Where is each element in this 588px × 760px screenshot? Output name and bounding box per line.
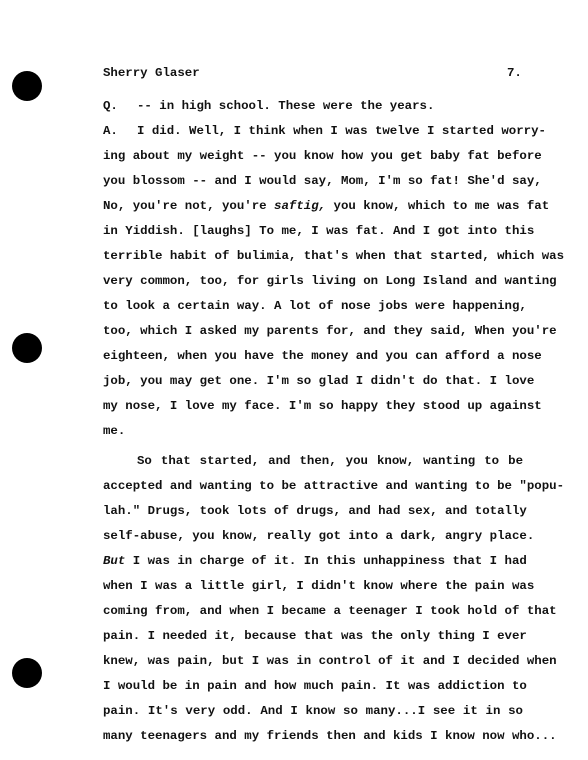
answer-line: [103, 199, 550, 223]
paragraph-line: pain. I needed it, because that was the only thing I ever: [103, 629, 527, 643]
binder-hole-top: [12, 71, 42, 101]
answer-line: me.: [103, 424, 126, 438]
binder-hole-bottom: [12, 658, 42, 688]
paragraph-line: knew, was pain, but I was in control of it and I decided when: [103, 654, 557, 668]
paragraph-line: self-abuse, you know, really got into a dark, angry place.: [103, 529, 535, 543]
answer-line: my nose, I love my face. I'm so happy they stood up against: [103, 399, 542, 413]
paragraph-2-line-1: [103, 454, 523, 478]
paragraph-line: accepted and wanting to be attractive and wanting to be "popu-: [103, 479, 565, 493]
answer-line: too, which I asked my parents for, and they said, When you're: [103, 324, 557, 338]
header-interviewee-name: Sherry Glaser: [103, 66, 200, 80]
paragraph-line: when I was a little girl, I didn't know where the pain was: [103, 579, 535, 593]
paragraph-line: [103, 554, 527, 578]
page-number: 7.: [507, 66, 522, 80]
paragraph-line: I would be in pain and how much pain. It was addiction to: [103, 679, 527, 693]
paragraph-segment: I was in charge of it. In this unhappiness that I had: [132, 554, 527, 568]
question-text: -- in high school. These were the years.: [137, 99, 435, 113]
answer-line: terrible habit of bulimia, that's when that started, which was: [103, 249, 565, 263]
answer-line: eighteen, when you have the money and you can afford a nose: [103, 349, 542, 363]
answer-line-1: [103, 124, 546, 148]
answer-line: ing about my weight -- you know how you get baby fat before: [103, 149, 542, 163]
paragraph-2-first-text: So that started, and then, you know, wanting to be: [137, 454, 523, 468]
answer-line: to look a certain way. A lot of nose jobs were happening,: [103, 299, 527, 313]
paragraph-line: many teenagers and my friends then and kids I know now who...: [103, 729, 557, 743]
paragraph-line: pain. It's very odd. And I know so many...I see it in so: [103, 704, 523, 718]
answer-segment: No, you're not, you're: [103, 199, 267, 213]
answer-line: very common, too, for girls living on Long Island and wanting: [103, 274, 557, 288]
italic-word-but: But: [103, 554, 126, 568]
answer-line: job, you may get one. I'm so glad I didn't do that. I love: [103, 374, 535, 388]
answer-label: A.: [103, 124, 118, 138]
binder-hole-middle: [12, 333, 42, 363]
answer-line: in Yiddish. [laughs] To me, I was fat. And I got into this: [103, 224, 535, 238]
answer-segment: you know, which to me was fat: [333, 199, 550, 213]
question-label: Q.: [103, 99, 118, 113]
answer-line: you blossom -- and I would say, Mom, I'm so fat! She'd say,: [103, 174, 542, 188]
italic-word-saftig: saftig,: [274, 199, 327, 213]
paragraph-line: lah." Drugs, took lots of drugs, and had sex, and totally: [103, 504, 527, 518]
answer-text-1: I did. Well, I think when I was twelve I started worry-: [137, 124, 546, 138]
question-line: [103, 99, 523, 123]
paragraph-line: coming from, and when I became a teenager I took hold of that: [103, 604, 557, 618]
